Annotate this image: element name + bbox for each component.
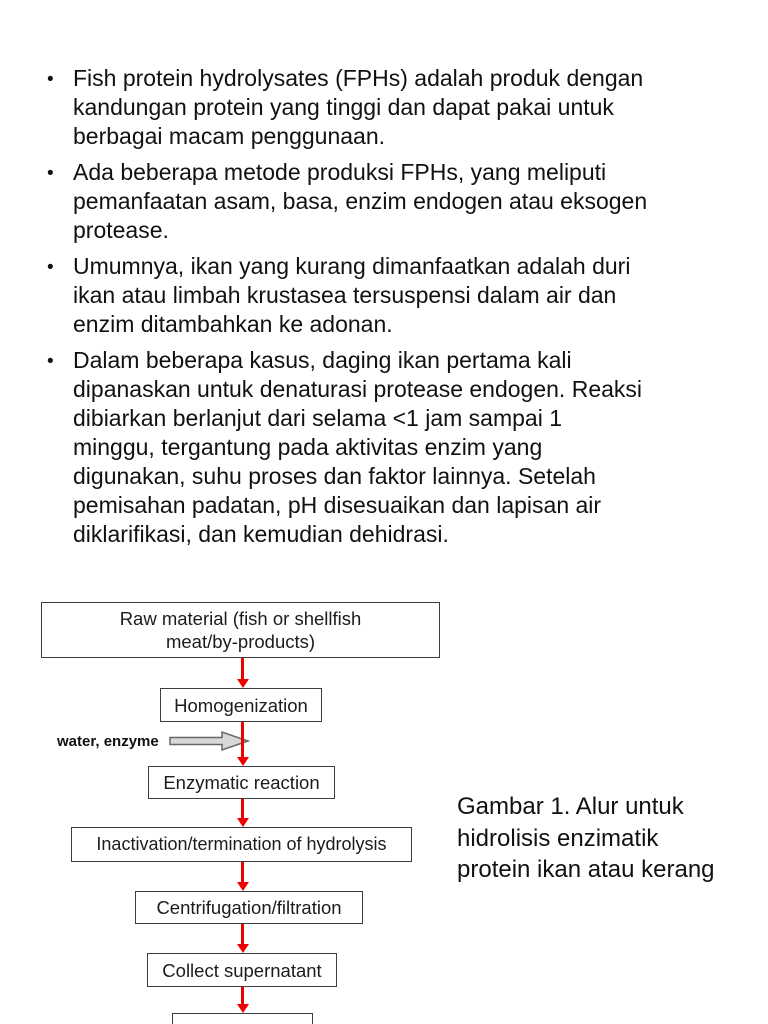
flow-box-cutoff (172, 1013, 313, 1024)
flow-box-collect-supernatant (147, 953, 337, 987)
bullet-line: digunakan, suhu proses dan faktor lainnya. Setelah (73, 463, 596, 489)
bullet-item (47, 346, 747, 549)
bullet-text (73, 346, 642, 549)
caption-line: Gambar 1. Alur untuk (457, 793, 684, 820)
flow-down-arrow-icon (236, 862, 249, 891)
bullet-line: kandungan protein yang tinggi dan dapat pakai untuk (73, 94, 614, 120)
bullet-line: dibiarkan berlanjut dari selama <1 jam sampai 1 (73, 405, 563, 431)
bullet-line: Fish protein hydrolysates (FPHs) adalah produk dengan (73, 65, 644, 91)
flow-down-arrow-icon (236, 722, 249, 766)
flow-box-homogenization (160, 688, 322, 722)
caption-line: hidrolisis enzimatik (457, 824, 659, 852)
flow-down-arrow-icon (236, 924, 249, 953)
flow-down-arrow-icon (236, 987, 249, 1013)
bullet-line: Dalam beberapa kasus, daging ikan pertama kali (73, 347, 572, 373)
side-input-label: water, enzyme (57, 732, 159, 750)
bullet-text (73, 158, 647, 245)
bullet-line: ikan atau limbah krustasea tersuspensi dalam air dan (73, 282, 617, 308)
bullet-line: pemisahan padatan, pH disesuaikan dan lapisan air (73, 492, 602, 518)
bullet-item (47, 252, 747, 339)
flow-box-label: Centrifugation/filtration (156, 897, 342, 918)
flow-box-inactivation (71, 827, 412, 862)
bullet-item (47, 64, 747, 151)
flow-box-enzymatic-reaction (148, 766, 335, 799)
bullet-text (73, 252, 630, 339)
caption-line: protein ikan atau kerang (457, 856, 715, 883)
flow-box-label: Enzymatic reaction (163, 772, 320, 793)
bullet-line: berbagai macam penggunaan. (73, 123, 386, 149)
bullet-marker: • (47, 257, 54, 278)
side-input (57, 730, 251, 752)
flow-box-label: Collect supernatant (162, 959, 322, 981)
bullet-line: enzim ditambahkan ke adonan. (73, 311, 393, 337)
flow-box-label-line: meat/by-products) (165, 631, 316, 652)
bullet-item (47, 158, 747, 245)
bullet-line: minggu, tergantung pada aktivitas enzim yang (73, 434, 543, 460)
bullet-line: diklarifikasi, dan kemudian dehidrasi. (73, 521, 449, 547)
bullet-marker: • (47, 163, 54, 184)
flow-down-arrow-icon (236, 799, 249, 827)
bullet-text (73, 64, 643, 151)
flow-down-arrow-icon (236, 658, 249, 688)
bullet-list (47, 64, 747, 556)
flow-box-label: Homogenization (174, 694, 308, 716)
bullet-marker: • (47, 351, 54, 372)
bullet-line: pemanfaatan asam, basa, enzim endogen atau eksogen (73, 188, 648, 214)
bullet-marker: • (47, 69, 54, 90)
figure-caption (457, 791, 757, 886)
bullet-line: dipanaskan untuk denaturasi protease endogen. Reaksi (73, 376, 643, 402)
flow-box-label-line: Raw material (fish or shellfish (119, 608, 362, 629)
bullet-line: protease. (73, 217, 169, 243)
bullet-line: Ada beberapa metode produksi FPHs, yang meliputi (73, 159, 607, 185)
flow-box-centrifugation (135, 891, 363, 924)
flow-box-raw-material (41, 602, 440, 658)
bullet-line: Umumnya, ikan yang kurang dimanfaatkan adalah duri (73, 253, 631, 279)
flow-box-label: Inactivation/termination of hydrolysis (96, 834, 387, 854)
